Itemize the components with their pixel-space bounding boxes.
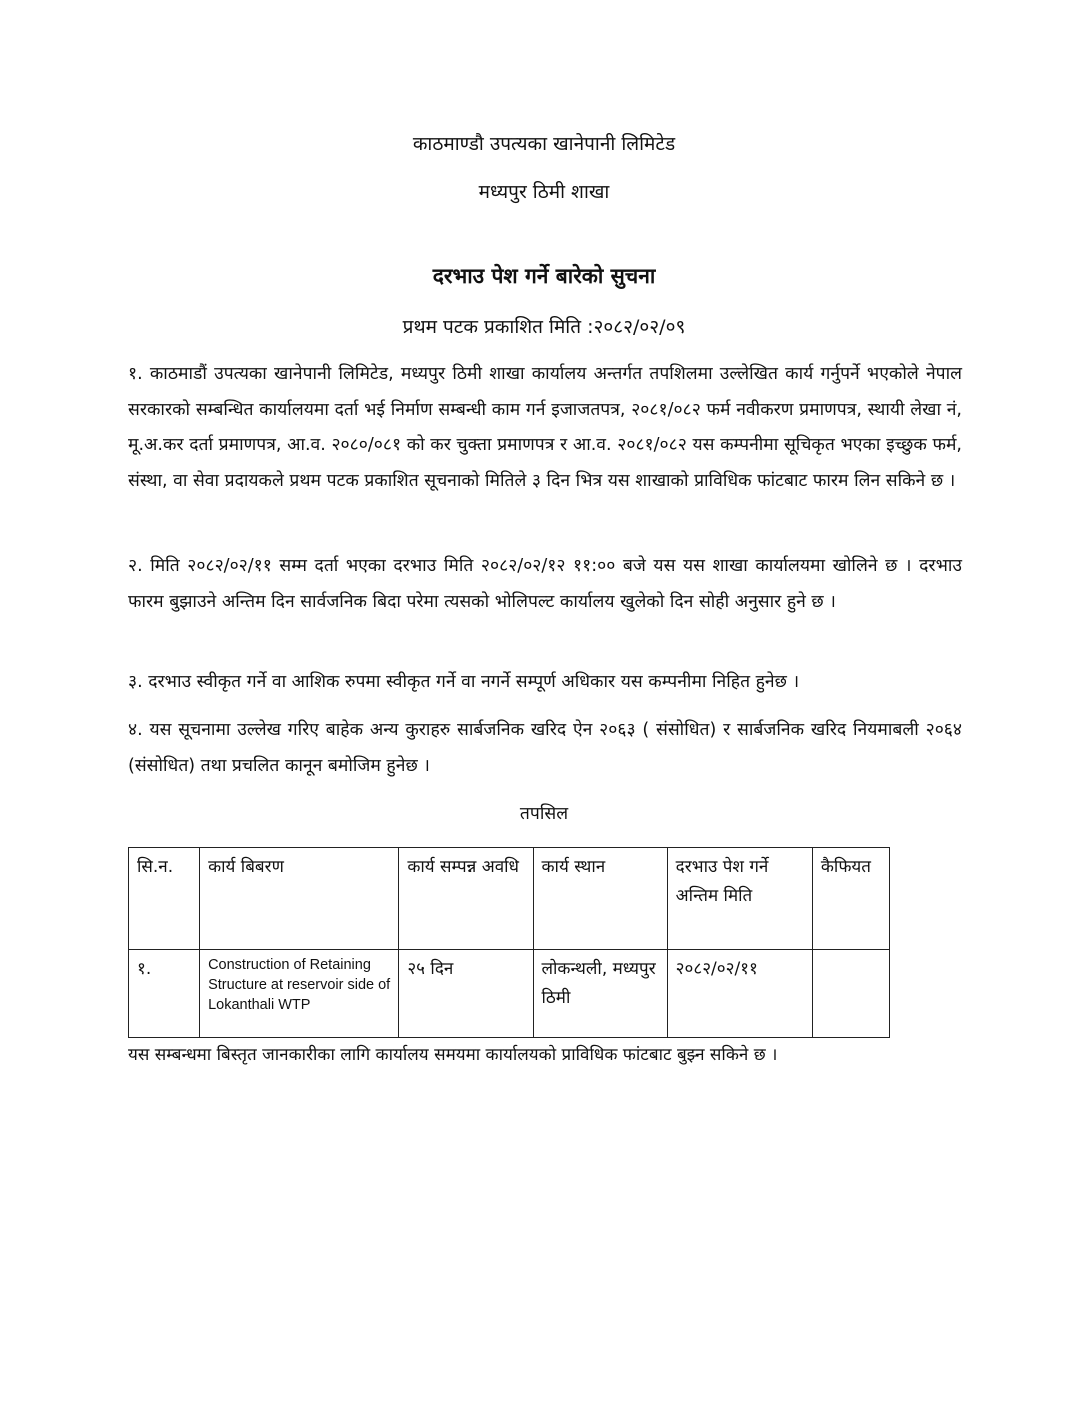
paragraph-2: २. मिति २०८२/०२/११ सम्म दर्ता भएका दरभाउ मिति २०८२/०२/१२ ११:०० बजे यस यस शाखा कार्यालयमा खोलिने छ । दरभाउ फारम बुझाउने अन्तिम दिन सार्वजनिक बिदा परेमा त्यसको भोलिपल्ट कार्यालय खुलेको दिन सोही अनुसार हुने छ । [128, 556, 962, 612]
published-date: प्रथम पटक प्रकाशित मिति :२०८२/०२/०९ [402, 316, 686, 338]
cell-description: Construction of Retaining Structure at reservoir side of Lokanthali WTP [200, 950, 399, 1038]
organization-name: काठमाण्डौ उपत्यका खानेपानी लिमिटेड [412, 133, 676, 155]
branch-name: मध्यपुर ठिमी शाखा [478, 181, 610, 203]
paragraph-4: ४. यस सूचनामा उल्लेख गरिए बाहेक अन्य कुराहरु सार्बजनिक खरिद ऐन २०६३ ( संसोधित) र सार्बजनिक खरिद नियमाबली २०६४ (संसोधित) तथा प्रचलित कानून बमोजिम हुनेछ । [128, 720, 962, 776]
column-header-location: कार्य स्थान [533, 848, 667, 950]
column-header-description: कार्य बिबरण [200, 848, 399, 950]
paragraph-3: ३. दरभाउ स्वीकृत गर्ने वा आशिक रुपमा स्वीकृत गर्ने वा नगर्ने सम्पूर्ण अधिकार यस कम्पनीमा निहित हुनेछ । [128, 672, 800, 692]
cell-sn: १. [129, 950, 200, 1038]
paragraph-1: १. काठमाडौं उपत्यका खानेपानी लिमिटेड, मध्यपुर ठिमी शाखा कार्यालय अन्तर्गत तपशिलमा उल्लेखित कार्य गर्नुपर्ने भएकोले नेपाल सरकारको सम्बन्धित कार्यालयमा दर्ता भई निर्माण सम्बन्धी काम गर्न इजाजतपत्र, २०८१/०८२ फर्म नवीकरण प्रमाणपत्र, स्थायी लेखा नं, मू.अ.कर दर्ता प्रमाणपत्र, आ.व. २०८०/०८१ को कर चुक्ता प्रमाणपत्र र आ.व. २०८१/०८२ यस कम्पनीमा सूचिकृत भएका इच्छुक फर्म, संस्था, वा सेवा प्रदायकले प्रथम पटक प्रकाशित सूचनाको मितिले ३ दिन भित्र यस शाखाको प्राविधिक फांटबाट फारम लिन सकिने छ । [128, 364, 962, 491]
column-header-remarks: कैफियत [812, 848, 889, 950]
table-row [129, 950, 890, 1038]
table-header-row [129, 848, 890, 950]
column-header-duration: कार्य सम्पन्न अवधि [399, 848, 533, 950]
column-header-deadline: दरभाउ पेश गर्ने अन्तिम मिति [667, 848, 812, 950]
notice-title: दरभाउ पेश गर्ने बारेको सुचना [432, 264, 656, 288]
footer-note: यस सम्बन्धमा बिस्तृत जानकारीका लागि कार्यालय समयमा कार्यालयको प्राविधिक फांटबाट बुझ्न सकिने छ । [128, 1045, 778, 1065]
cell-remarks [812, 950, 889, 1038]
schedule-heading: तपसिल [519, 804, 569, 824]
cell-deadline: २०८२/०२/११ [667, 950, 812, 1038]
column-header-sn: सि.न. [129, 848, 200, 950]
schedule-table [128, 847, 890, 1038]
cell-location: लोकन्थली, मध्यपुर ठिमी [533, 950, 667, 1038]
cell-duration: २५ दिन [399, 950, 533, 1038]
